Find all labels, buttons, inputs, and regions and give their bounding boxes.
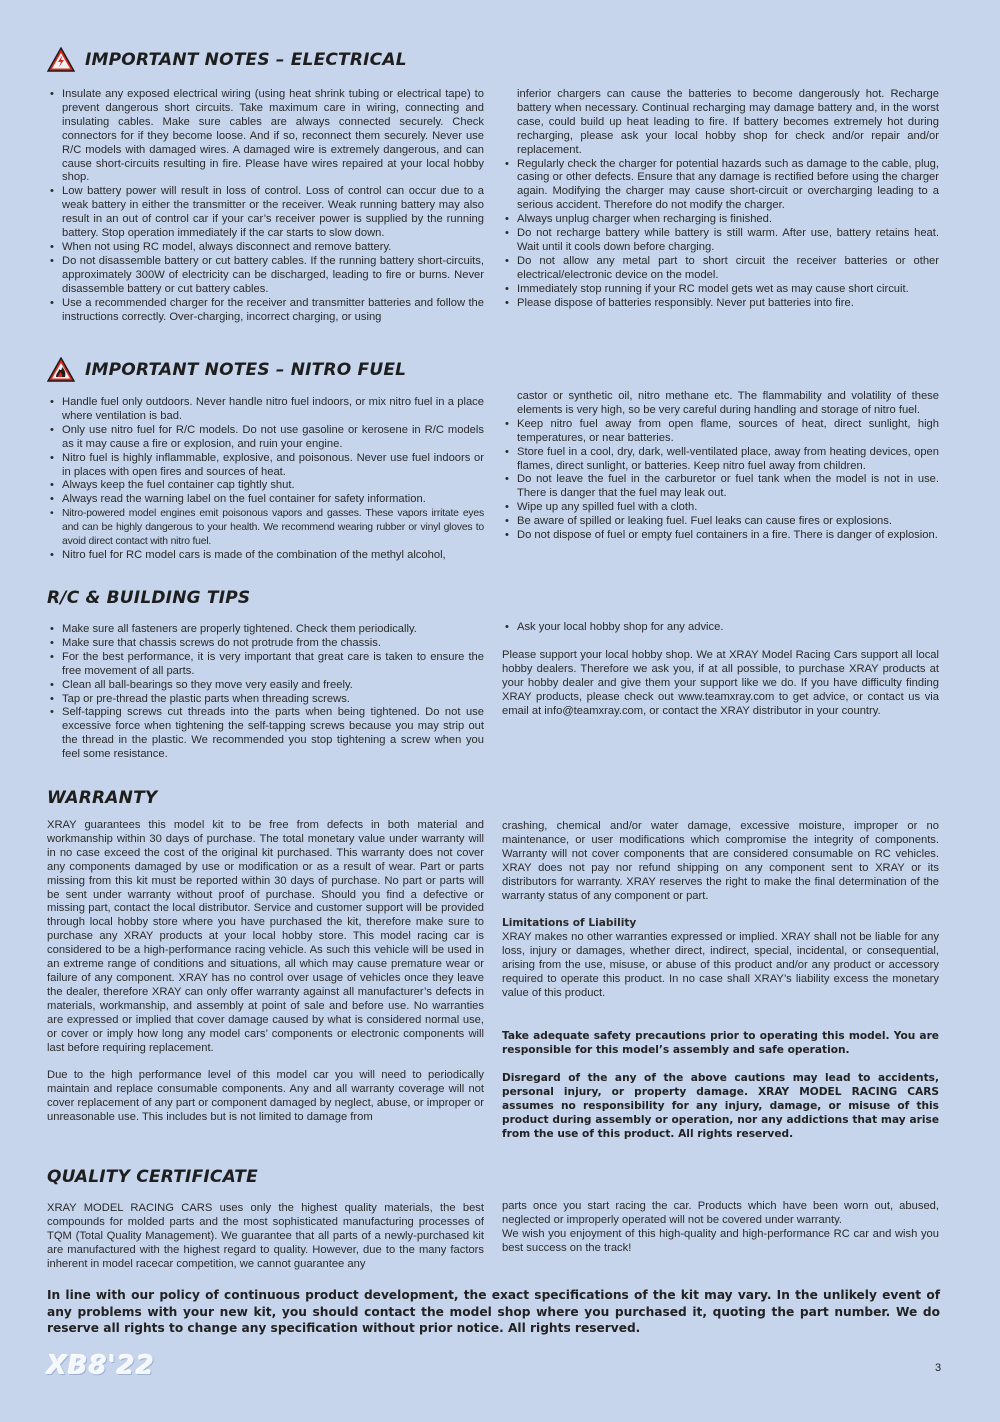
warranty-section-title	[47, 788, 157, 808]
list-item: • Do not allow any metal part to short circuit the receiver batteries or other electrical/electronic device on the model.	[502, 255, 939, 283]
tips-section-title	[47, 588, 250, 608]
liability-heading: Limitations of Liability	[502, 917, 637, 930]
tips-right-column	[502, 621, 939, 718]
list-item: • Please dispose of batteries responsibly. Never put batteries into fire.	[502, 297, 939, 311]
hobby-shop-paragraph: Please support your local hobby shop. We at XRAY Model Racing Cars support all local hobby dealers. Therefore we ask you, if at all possible, to purchase XRAY products at your hobby dealer and give them your support like we do. If you have difficulty finding XRAY products, please check out www.teamxray.com to get advice, or contact us via email at info@teamxray.com, or contact the XRAY distributor in your country.	[502, 648, 939, 717]
warranty-paragraph: crashing, chemical and/or water damage, excessive moisture, improper or no maintenance, or user modifications which compromise the integrity of components. Warranty will not cover components that are considered consumable on RC vehicles. XRAY does not pay nor refund shipping on any component sent to XRAY or its distributors for warranty. XRAY reserves the right to make the final determination of the warranty status of any component or part.	[502, 820, 939, 902]
list-item: • Handle fuel only outdoors. Never handle nitro fuel indoors, or mix nitro fuel in a place where ventilation is bad.	[47, 396, 484, 424]
warranty-title-text: WARRANTY	[47, 788, 158, 808]
list-item: • Do not disassemble battery or cut battery cables. If the running battery short-circuits, approximately 300W of electricity can be discharged, leading to fire or burns. Never disassemble battery or cut battery cables.	[47, 255, 484, 297]
list-item: • Always unplug charger when recharging is finished.	[502, 213, 939, 227]
list-item: • Be aware of spilled or leaking fuel. Fuel leaks can cause fires or explosions.	[502, 515, 939, 529]
list-item: • Wipe up any spilled fuel with a cloth.	[502, 501, 939, 515]
list-item: • Store fuel in a cool, dry, dark, well-ventilated place, away from heating devices, open flames, direct sunlight, or batteries. Keep nitro fuel away from children.	[502, 446, 939, 474]
list-item: • Make sure that chassis screws do not protrude from the chassis.	[47, 637, 484, 651]
list-item: • When not using RC model, always disconnect and remove battery.	[47, 241, 484, 255]
tips-left-column	[47, 623, 484, 762]
warranty-paragraph: Due to the high performance level of this model car you will need to periodically maintain and replace consumable components. Any and all warranty coverage will not cover replacement of any part or component damaged by neglect, abuse, or improper or unreasonable use. This includes but is not limited to damage from	[47, 1069, 484, 1124]
list-item: • Only use nitro fuel for R/C models. Do not use gasoline or kerosene in R/C models as it may cause a fire or explosion, and ruin your engine.	[47, 424, 484, 452]
list-item: • Insulate any exposed electrical wiring (using heat shrink tubing or electrical tape) to prevent dangerous short circuits. Take maximum care in wiring, connecting and insulating cables. Make sure cables are always connected securely. Check connectors for if they become loose. And if so, reconnect them securely. Never use R/C models with damaged wires. A damaged wire is extremely dangerous, and can cause short-circuits resulting in fire. Please have wires repaired at your local hobby shop.	[47, 88, 484, 185]
tips-title-text: R/C & BUILDING TIPS	[47, 588, 251, 608]
electrical-section-title	[47, 47, 407, 72]
nitro-left-column	[47, 396, 484, 563]
quality-right-column	[502, 1200, 939, 1256]
list-item: • Clean all ball-bearings so they move very easily and freely.	[47, 679, 484, 693]
list-item: • Nitro fuel is highly inflammable, explosive, and poisonous. Never use fuel indoors or in places with open fires and sources of heat.	[47, 452, 484, 480]
quality-paragraph: XRAY MODEL RACING CARS uses only the highest quality materials, the best compounds for molded parts and the most sophisticated manufacturing processes of TQM (Total Quality Management). We guarantee that all parts of a newly-purchased kit are manufactured with the highest regard to quality. However, due to the many factors inherent in model racecar competition, we cannot guarantee any	[47, 1202, 484, 1270]
warranty-left-column	[47, 819, 484, 1125]
list-item-continued: inferior chargers can cause the batteries to become dangerously hot. Recharge battery when necessary. Continual recharging may damage battery and, in the worst case, could build up heat leading to fire. If battery becomes extremely hot during recharging, please ask your local hobby shop for check and/or repair and/or replacement.	[517, 88, 939, 156]
quality-paragraph: We wish you enjoyment of this high-quality and high-performance RC car and wish you best success on the track!	[502, 1227, 939, 1254]
quality-paragraph: parts once you start racing the car. Products which have been worn out, abused, neglected or improperly operated will not be covered under warranty.	[502, 1200, 939, 1226]
page-number: 3	[935, 1362, 942, 1374]
list-item: • For the best performance, it is very important that great care is taken to ensure the free movement of all parts.	[47, 651, 484, 679]
electrical-warning-icon	[47, 47, 75, 72]
list-item: • Nitro-powered model engines emit poisonous vapors and gasses. These vapors irritate eyes and can be highly dangerous to your health. We recommend wearing rubber or vinyl gloves to avoid direct contact with nitro fuel.	[47, 507, 484, 549]
quality-title-text: QUALITY CERTIFICATE	[47, 1167, 258, 1187]
quality-left-column	[47, 1202, 484, 1272]
warranty-right-column	[502, 820, 939, 1141]
list-item: • Do not leave the fuel in the carburetor or fuel tank when the model is not in use. There is danger that the fuel may leak out.	[502, 473, 939, 501]
final-notice: In line with our policy of continuous product development, the exact specifications of the kit may vary. In the unlikely event of any problems with your new kit, you should contact the model shop where you purchased it, quoting the part number. We do reserve all rights to change any specification without prior notice. All rights reserved.	[47, 1288, 940, 1335]
list-item: • Use a recommended charger for the receiver and transmitter batteries and follow the instructions correctly. Over-charging, incorrect charging, or using	[47, 297, 484, 325]
list-item: • Do not dispose of fuel or empty fuel containers in a fire. There is danger of explosion.	[502, 529, 939, 543]
liability-paragraph: XRAY makes no other warranties expressed or implied. XRAY shall not be liable for any loss, injury or damages, whether direct, indirect, special, incidental, or consequential, arising from the use, misuse, or abuse of this product and/or any product or accessory required to operate this product. In no case shall XRAY’s liability excess the monetary value of this product.	[502, 931, 939, 999]
nitro-title-text: IMPORTANT NOTES – NITRO FUEL	[85, 359, 407, 380]
safety-notice: Take adequate safety precautions prior to operating this model. You are responsible for this model’s assembly and safe operation.	[502, 1029, 939, 1056]
list-item: • Keep nitro fuel away from open flame, sources of heat, direct sunlight, high temperatures, or near batteries.	[502, 418, 939, 446]
product-logo: XB8'22	[47, 1351, 156, 1381]
list-item: • Tap or pre-thread the plastic parts when threading screws.	[47, 693, 484, 707]
list-item: • Nitro fuel for RC model cars is made of the combination of the methyl alcohol,	[47, 549, 484, 563]
quality-section-title	[47, 1167, 258, 1187]
list-item: • Do not recharge battery while battery is still warm. After use, battery retains heat. Wait until it cools down before charging.	[502, 227, 939, 255]
fire-warning-icon	[47, 357, 75, 382]
list-item: • Immediately stop running if your RC model gets wet as may cause short circuit.	[502, 283, 939, 297]
list-item: • Ask your local hobby shop for any advice.	[502, 621, 939, 635]
list-item: • Always keep the fuel container cap tightly shut.	[47, 479, 484, 493]
list-item: • Self-tapping screws cut threads into the parts when being tightened. Do not use excessive force when tightening the self-tapping screws because you may strip out the thread in the plastic. We recommended you stop tightening a screw when you feel some resistance.	[47, 706, 484, 762]
warranty-paragraph: XRAY guarantees this model kit to be free from defects in both material and workmanship within 30 days of purchase. The total monetary value under warranty will in no case exceed the cost of the original kit purchased. This warranty does not cover any components damaged by use or modification or as a result of wear. Part or parts missing from this kit must be reported within 30 days of purchase. No part or parts will be sent under warranty without proof of purchase. Should you find a defective or missing part, contact the local distributor. Service and customer support will be provided through local hobby store where you have purchased the kit, therefore make sure to purchase any XRAY products at your local hobby store. This model racing car is considered to be a high-performance racing vehicle. As such this vehicle will be used in an extreme range of conditions and situations, all which may cause premature wear or failure of any component. XRAY has no control over usage of vehicles once they leave the dealer, therefore XRAY can only offer warranty against all manufacturer’s defects in materials, workmanship, and assembly at point of sale and before use. No warranties are expressed or implied that cover damage caused by what is considered normal use, or cover or imply how long any model cars’ components or electronic components will last before requiring replacement.	[47, 819, 484, 1054]
list-item-continued: castor or synthetic oil, nitro methane etc. The flammability and volatility of these elements is very high, so be very careful during handling and storage of nitro fuel.	[517, 390, 939, 416]
electrical-left-column	[47, 88, 484, 324]
list-item: • Always read the warning label on the fuel container for safety information.	[47, 493, 484, 507]
list-item: • Regularly check the charger for potential hazards such as damage to the cable, plug, casing or other defects. Ensure that any damage is rectified before using the charger again. Modifying the charger may cause short-circuit or overcharging leading to a serious accident. Therefore do not modify the charger.	[502, 158, 939, 214]
nitro-right-column	[502, 390, 939, 543]
list-item: • Make sure all fasteners are properly tightened. Check them periodically.	[47, 623, 484, 637]
list-item: • Low battery power will result in loss of control. Loss of control can occur due to a weak battery in either the transmitter or the receiver. Weak running battery may also result in an out of control car if your car’s receiver power is supplied by the running battery. Stop operation immediately if the car starts to slow down.	[47, 185, 484, 241]
disclaimer-notice: Disregard of the any of the above cautions may lead to accidents, personal injury, or property damage. XRAY MODEL RACING CARS assumes no responsibility for any injury, damage, or misuse of this product during assembly or operation, nor any addictions that may arise from the use of this product. All rights reserved.	[502, 1071, 939, 1140]
nitro-section-title	[47, 357, 406, 382]
electrical-right-column	[502, 88, 939, 311]
electrical-title-text: IMPORTANT NOTES – ELECTRICAL	[85, 49, 407, 70]
